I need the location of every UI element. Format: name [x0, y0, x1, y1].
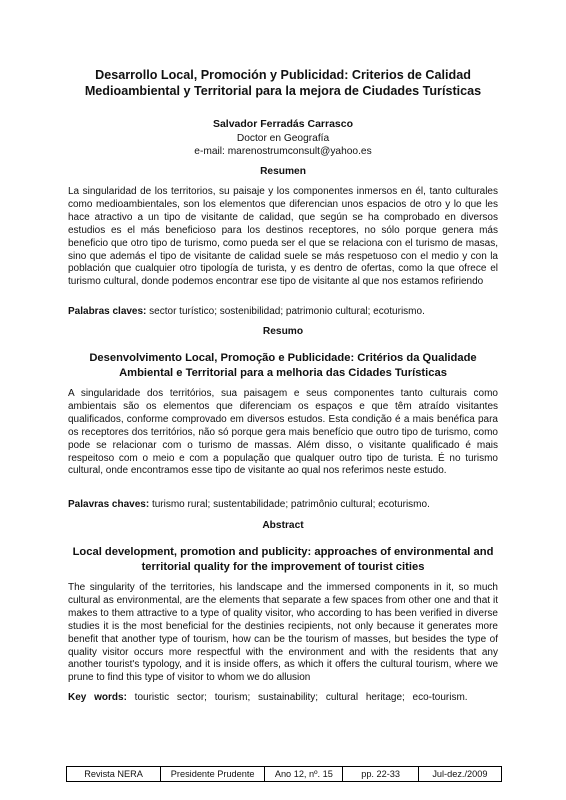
- title-line-2: Medioambiental y Territorial para la mejora de Ciudades Turísticas: [84, 84, 482, 98]
- abstract-body: The singularity of the territories, his landscape and the immersed components in it, so much cultural as environmental, are the elements that separate a few spaces from other one and that it makes to them attractive to a type of quality visitor, who according to has been verified in diverse studies it is the most beneficial for the destinies recipients, not only because it generates more benefit that another type of tourism, how can be the tourism of masses, but besides the type of quality visitor occurs more respectful with the environment and with the residents that any another tourist's typology, and it is inside offers, as which it offers the cultural tourism, where we prune to find this type of visitor to whom we do allusion: [68, 582, 498, 684]
- footer-date: Jul-dez./2009: [432, 769, 488, 779]
- abstract-keywords-text: touristic sector; tourism; sustainability; cultural heritage; eco-tourism.: [126, 692, 468, 703]
- resumo-keywords-text: turismo rural; sustentabilidade; patrimônio cultural; ecoturismo.: [149, 499, 430, 510]
- resumo-keywords: [68, 499, 498, 510]
- author-degree: Doctor en Geografía: [236, 133, 330, 144]
- footer-pages: pp. 22-33: [343, 767, 418, 781]
- resumo-title-line-1: Desenvolvimento Local, Promoção e Publicidade: Critérios da Qualidade: [89, 352, 477, 364]
- abstract-keywords-label: Key words:: [68, 692, 127, 703]
- abstract-title-line-2: territorial quality for the improvement of tourist cities: [141, 561, 425, 573]
- abstract-title: [68, 545, 498, 575]
- resumen-keywords-text: sector turístico; sostenibilidad; patrimonio cultural; ecoturismo.: [146, 306, 425, 317]
- title-line-1: Desarrollo Local, Promoción y Publicidad: Criterios de Calidad: [95, 68, 471, 82]
- resumen-heading: Resumen: [260, 166, 306, 177]
- resumen-keywords: [68, 306, 498, 317]
- resumo-title: [68, 351, 498, 381]
- resumen-keywords-label: Palabras claves:: [68, 306, 147, 317]
- abstract-title-line-1: Local development, promotion and publicity: approaches of environmental and: [72, 546, 494, 558]
- author-email: e-mail: marenostrumconsult@yahoo.es: [194, 146, 372, 157]
- abstract-keywords: [68, 692, 498, 703]
- resumo-keywords-label: Palavras chaves:: [68, 499, 150, 510]
- abstract-heading: Abstract: [262, 520, 304, 531]
- footer-city: Presidente Prudente: [161, 767, 265, 781]
- resumen-body: La singularidad de los territorios, su paisaje y los componentes inmersos en él, tanto culturales como medioambientales, son los elementos que diferencian unos espacios de otro y lo que les hace atractivo a un tipo de visitante de calidad, que según se ha comprobado en diversos estudios es el más beneficioso para los destinos receptores, no sólo porque genera más beneficio que otro tipo de turismo, como pueda ser el que se relaciona con el turismo de masas, sino que además el tipo de visitante de calidad suele se más respetuoso con el medio y con la población que cualquier otro tipología de turista, y es dentro de ofertas, como la que ofrece el turismo cultural, donde podemos encontrar ese tipo de visitante al que nos estamos refiriendo: [68, 186, 498, 288]
- author-name: Salvador Ferradás Carrasco: [212, 118, 354, 130]
- resumo-title-line-2: Ambiental e Territorial para a melhoria das Cidades Turísticas: [119, 367, 447, 379]
- resumo-heading: Resumo: [262, 326, 304, 337]
- journal-footer: [66, 766, 502, 782]
- footer-journal: Revista NERA: [67, 767, 161, 781]
- article-title: [68, 67, 498, 99]
- resumo-body: A singularidade dos territórios, sua paisagem e seus componentes tanto culturais como ambientais são os elementos que diferenciam os espaços e que têm atraído visitantes qualificados, conforme comprovado em diversos estudos. Esta condição é a mais benéfica para os receptores dos territórios, não só porque gera mais benefício que outro tipo de turismo, como pode se relacionar com o turismo de massas. Além disso, o visitante qualificado é mais respeitoso com o meio e com a população que qualquer outro tipo de turista. É no turismo cultural, onde encontramos esse tipo de visitante ao qual nos referimos neste estudo.: [68, 388, 498, 477]
- footer-volume: Ano 12, nº. 15: [265, 767, 343, 781]
